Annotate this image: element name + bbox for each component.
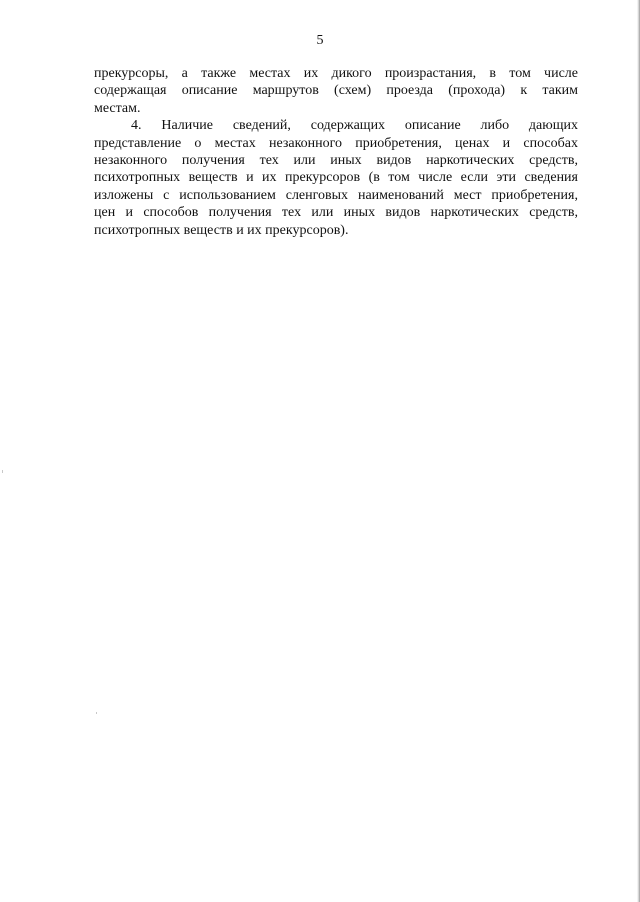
- text-line-3: местам.: [94, 100, 141, 116]
- page-number: 5: [316, 33, 324, 48]
- text-line-10: психотропных веществ и их прекурсоров).: [94, 222, 349, 238]
- scan-speck: [2, 470, 3, 473]
- text-line-7: психотропных веществ и их прекурсоров (в том числе если эти сведения: [94, 170, 578, 186]
- scan-speck: [96, 712, 97, 714]
- text-line-6: незаконного получения тех или иных видов наркотических средств,: [94, 152, 578, 168]
- text-line-9: цен и способов получения тех или иных видов наркотических средств,: [94, 205, 578, 221]
- text-line-2: содержащая описание маршрутов (схем) проезда (прохода) к таким: [94, 83, 578, 99]
- document-body: [94, 65, 578, 239]
- text-line-5: представление о местах незаконного приобретения, ценах и способах: [94, 135, 578, 151]
- paragraph-4-first-line: 4. Наличие сведений, содержащих описание либо дающих: [131, 118, 578, 134]
- text-line-8: изложены с использованием сленговых наименований мест приобретения,: [94, 187, 578, 203]
- text-line-1: прекурсоры, а также местах их дикого произрастания, в том числе: [94, 66, 578, 81]
